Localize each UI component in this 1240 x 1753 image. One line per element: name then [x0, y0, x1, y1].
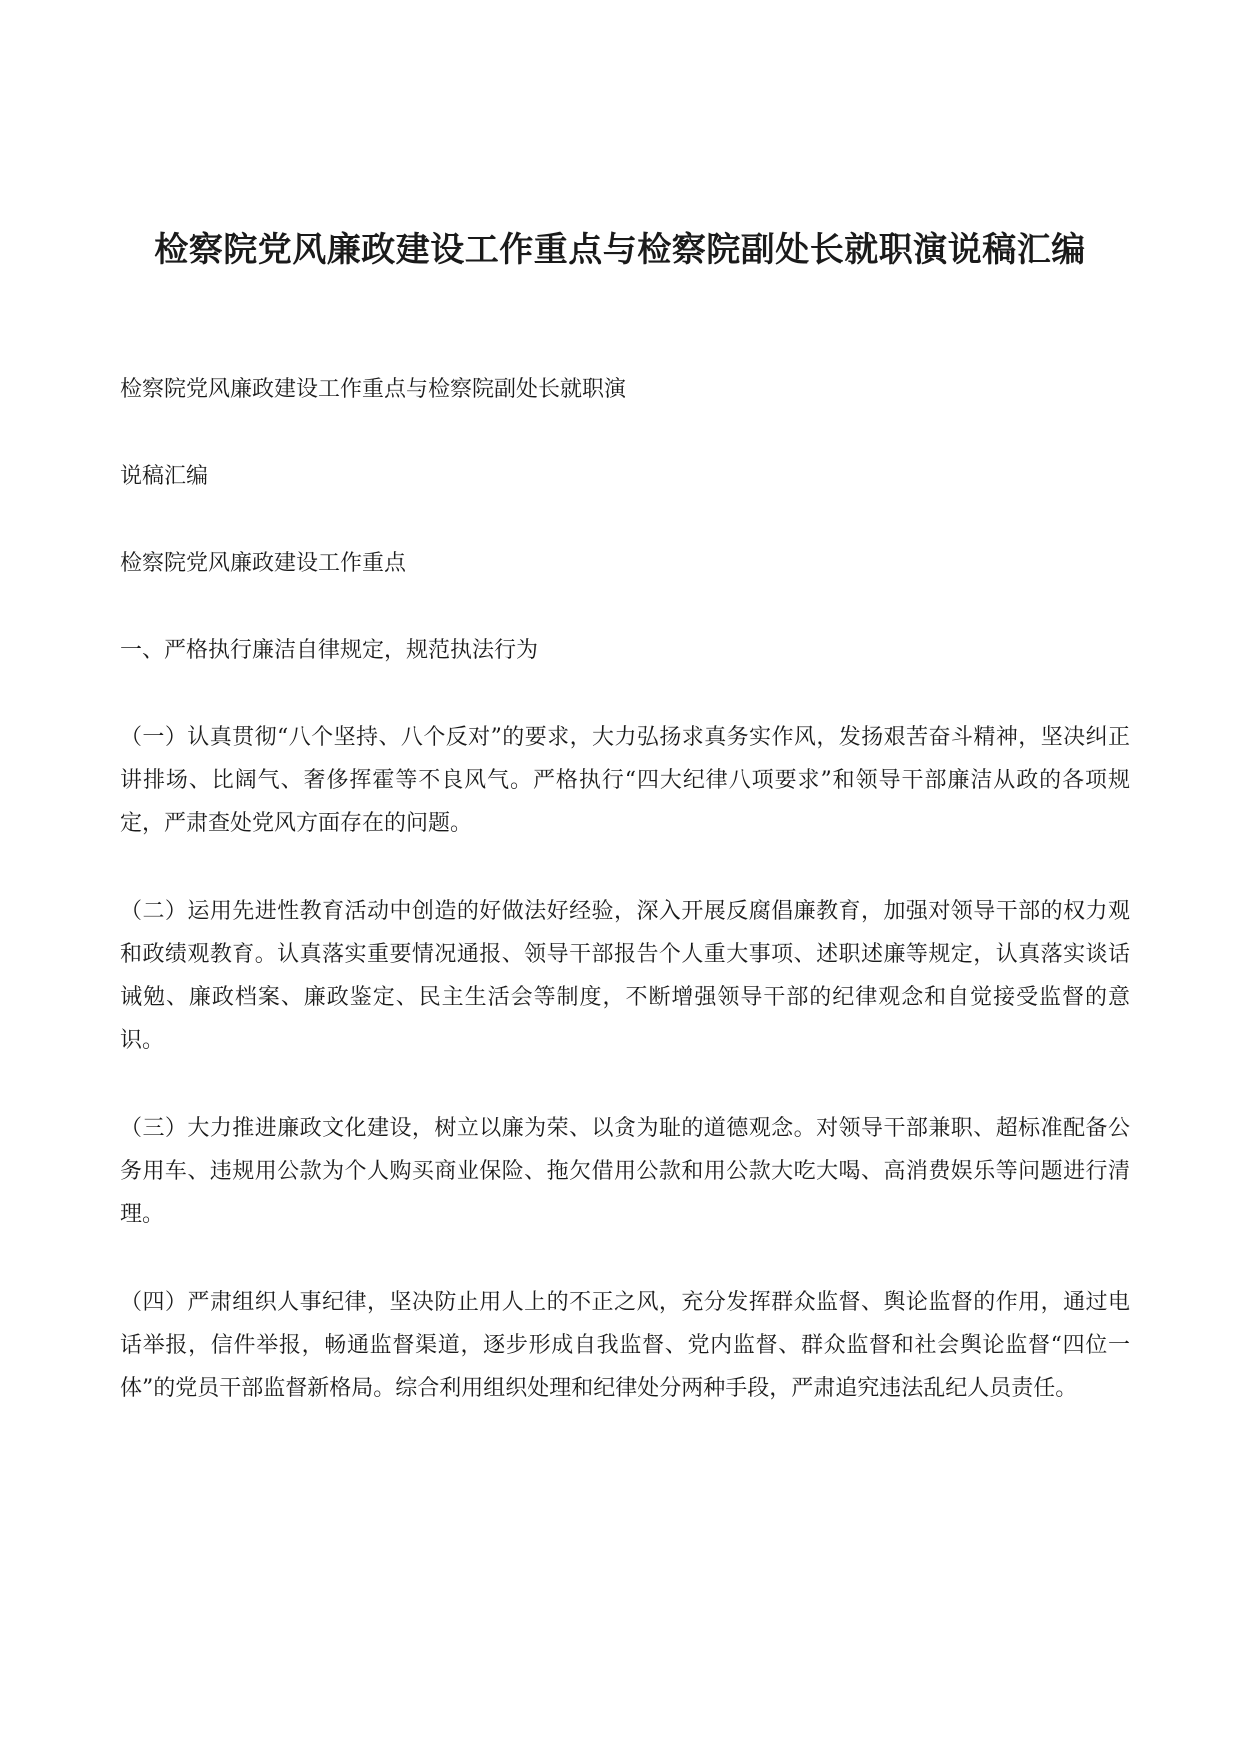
paragraph-subtitle-line-2: 说稿汇编 [120, 464, 209, 489]
paragraph-item-3: （三）大力推进廉政文化建设，树立以廉为荣、以贪为耻的道德观念。对领导干部兼职、超标准配备公务用车、违规用公款为个人购买商业保险、拖欠借用公款和用公款大吃大喝、高消费娱乐等问题进行清理。 [120, 1116, 1130, 1227]
subsection-heading-1: 一、严格执行廉洁自律规定，规范执法行为 [120, 638, 539, 663]
paragraph-item-1: （一）认真贯彻“八个坚持、八个反对”的要求，大力弘扬求真务实作风，发扬艰苦奋斗精神，坚决纠正讲排场、比阔气、奢侈挥霍等不良风气。严格执行“四大纪律八项要求”和领导干部廉洁从政的各项规定，严肃查处党风方面存在的问题。 [120, 725, 1130, 836]
paragraph-subtitle-line-1: 检察院党风廉政建设工作重点与检察院副处长就职演 [120, 377, 627, 402]
paragraph-item-2: （二）运用先进性教育活动中创造的好做法好经验，深入开展反腐倡廉教育，加强对领导干部的权力观和政绩观教育。认真落实重要情况通报、领导干部报告个人重大事项、述职述廉等规定，认真落实谈话诫勉、廉政档案、廉政鉴定、民主生活会等制度，不断增强领导干部的纪律观念和自觉接受监督的意识。 [120, 899, 1130, 1053]
document-title: 检察院党风廉政建设工作重点与检察院副处长就职演说稿汇编 [154, 230, 1086, 270]
section-heading: 检察院党风廉政建设工作重点 [120, 551, 407, 576]
paragraph-item-4: （四）严肃组织人事纪律，坚决防止用人上的不正之风，充分发挥群众监督、舆论监督的作用，通过电话举报，信件举报，畅通监督渠道，逐步形成自我监督、党内监督、群众监督和社会舆论监督“四位一体”的党员干部监督新格局。综合利用组织处理和纪律处分两种手段，严肃追究违法乱纪人员责任。 [120, 1290, 1130, 1401]
